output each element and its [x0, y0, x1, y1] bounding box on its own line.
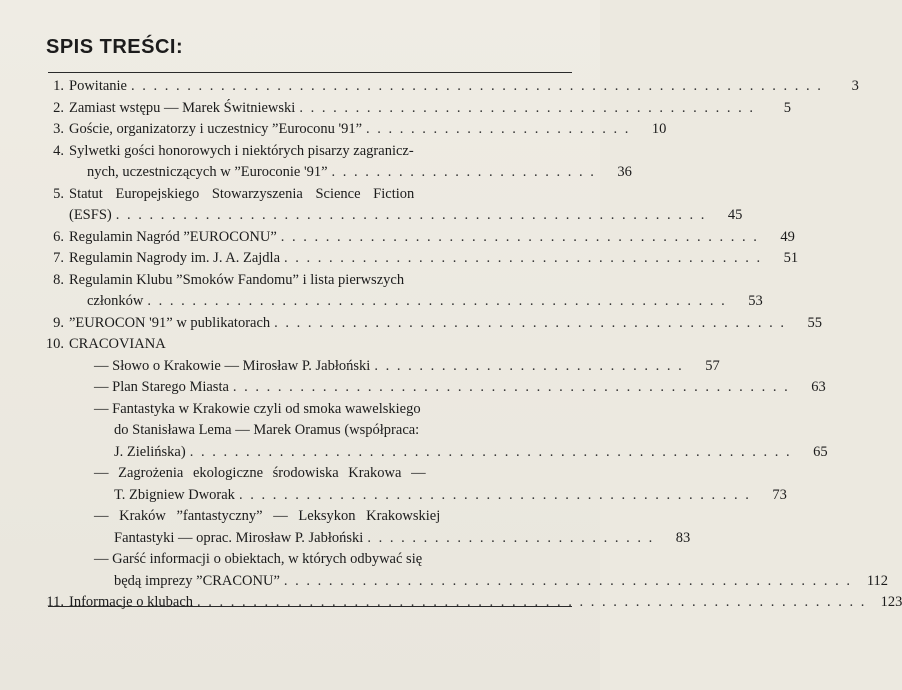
leader-dots: . . . . . . . . . . . . . . . . . . . . . . . . . . . . . . . . . . . . . . . . . . . . . . . . . . . . . [115, 207, 707, 223]
toc-entry-3[interactable] [46, 119, 667, 141]
entry-number: 11. [46, 594, 64, 610]
subentry-title: — Zagrożenia ekologiczne środowiska Krakowa — [94, 465, 426, 481]
leader-dots: . . . . . . . . . . . . . . . . . . . . . . . . . . [367, 529, 655, 546]
leader-dots: . . . . . . . . . . . . . . . . . . . . . . . . . . . . . . . . . . . . . . . . . . . . . . . . . . . . [147, 293, 727, 309]
entry-number: 10. [45, 336, 64, 352]
entry-title: ”EUROCON '91” w publikatorach [69, 314, 271, 331]
subentry-title-cont: T. Zbigniew Dworak [114, 486, 235, 503]
entry-number: 6. [53, 228, 64, 245]
entry-title: CRACOVIANA [69, 336, 166, 352]
table-of-contents [45, 76, 902, 614]
entry-number: 2. [53, 99, 64, 116]
toc-entry-9[interactable] [46, 313, 823, 335]
leader-dots: . . . . . . . . . . . . . . . . . . . . . . . . . . . . [374, 357, 684, 374]
subentry-title: — Plan Starego Miasta [94, 379, 229, 395]
entry-number: 3. [53, 121, 64, 137]
subentry-page: 65 [813, 443, 828, 460]
entry-title: Sylwetki gości honorowych i niektórych pisarzy zagranicz- [69, 142, 414, 159]
entry-title-cont: nych, uczestniczących w ”Euroconie '91” [87, 164, 328, 180]
subentry-title: — Fantastyka w Krakowie czyli od smoka wawelskiego [94, 400, 421, 417]
entry-title: Informacje o klubach [69, 594, 194, 610]
subentry-page: 112 [866, 572, 889, 589]
toc-entry-5[interactable] [46, 184, 743, 227]
entry-page: 10 [651, 121, 667, 137]
leader-dots: . . . . . . . . . . . . . . . . . . . . . . . . . . . . . . . . . . . . . . . . . . . . . . [238, 486, 751, 503]
entry-number: 5. [53, 185, 64, 202]
entry-page: 49 [780, 228, 795, 245]
cracoviana-entry-2[interactable] [46, 377, 826, 399]
leader-dots: . . . . . . . . . . . . . . . . . . . . . . . . . . . . . . . . . . . . . . . . . . . . . . . . . . . . . . [189, 443, 792, 460]
entry-title: Statut Europejskiego Stowarzyszenia Science Fiction [69, 185, 415, 202]
toc-entry-7[interactable] [46, 248, 799, 270]
leader-dots: . . . . . . . . . . . . . . . . . . . . . . . . . . . . . . . . . . . . . . . . . . . . . . . . . . . . . . . . . . . . [197, 594, 867, 610]
subentry-page: 73 [772, 486, 787, 503]
subentry-title-cont: J. Zielińska) [114, 443, 186, 460]
entry-number: 8. [53, 271, 64, 288]
leader-dots: . . . . . . . . . . . . . . . . . . . . . . . . . . . . . . . . . . . . . . . . . . . . . . . . . . [232, 379, 790, 395]
subentry-page: 83 [675, 529, 691, 546]
subentry-page: 63 [811, 379, 826, 395]
toc-entry-6[interactable] [46, 227, 795, 249]
subentry-title: — Garść informacji o obiektach, w których odbywać się [94, 551, 423, 567]
entry-title-cont: (ESFS) [69, 207, 112, 223]
cracoviana-entry-4[interactable] [46, 463, 787, 506]
bottom-rule [48, 606, 572, 607]
subentry-page: 57 [705, 357, 720, 374]
subentry-title-cont: Fantastyki — oprac. Mirosław P. Jabłoński [114, 529, 364, 546]
leader-dots: . . . . . . . . . . . . . . . . . . . . . . . . . . . . . . . . . . . . . . . . . . . [284, 250, 763, 266]
cracoviana-entry-1[interactable] [46, 356, 720, 378]
entry-page: 45 [727, 207, 743, 223]
entry-title-cont: członków [87, 293, 144, 309]
toc-entry-10[interactable] [46, 334, 570, 356]
entry-page: 5 [783, 99, 791, 116]
entry-number: 1. [53, 78, 64, 94]
leader-dots: . . . . . . . . . . . . . . . . . . . . . . . . [366, 121, 631, 137]
toc-entry-2[interactable] [46, 98, 791, 120]
leader-dots: . . . . . . . . . . . . . . . . . . . . . . . . . . . . . . . . . . . . . . . . . . . [280, 228, 759, 245]
leader-dots: . . . . . . . . . . . . . . . . . . . . . . . . . . . . . . . . . . . . . . . . . [299, 99, 755, 116]
entry-title: Zamiast wstępu — Marek Świtniewski [69, 99, 296, 116]
leader-dots: . . . . . . . . . . . . . . . . . . . . . . . . . . . . . . . . . . . . . . . . . . . . . . . . . . . [283, 572, 853, 589]
entry-title: Regulamin Nagrody im. J. A. Zajdla [69, 250, 281, 266]
entry-number: 7. [53, 250, 64, 266]
entry-title: Regulamin Klubu ”Smoków Fandomu” i lista pierwszych [69, 271, 405, 288]
toc-entry-1[interactable] [46, 76, 859, 98]
leader-dots: . . . . . . . . . . . . . . . . . . . . . . . . [331, 164, 596, 180]
entry-number: 9. [53, 314, 64, 331]
entry-page: 3 [851, 78, 859, 94]
subentry-title: — Słowo o Krakowie — Mirosław P. Jabłoński [94, 357, 371, 374]
toc-entry-8[interactable] [46, 270, 763, 313]
entry-page: 55 [807, 314, 823, 331]
toc-entry-11[interactable] [46, 592, 902, 614]
subentry-title-cont: będą imprezy ”CRACONU” [114, 572, 280, 589]
cracoviana-entry-3[interactable] [46, 399, 828, 464]
entry-page: 53 [748, 293, 763, 309]
cracoviana-entry-6[interactable] [46, 549, 889, 592]
leader-dots: . . . . . . . . . . . . . . . . . . . . . . . . . . . . . . . . . . . . . . . . . . . . . . . . . . . . . . . . . . . . . . [131, 78, 823, 94]
toc-entry-4[interactable] [46, 141, 632, 184]
entry-page: 36 [617, 164, 632, 180]
cracoviana-entry-5[interactable] [46, 506, 691, 549]
entry-title: Goście, organizatorzy i uczestnicy ”Euroconu '91” [69, 121, 363, 137]
subentry-title-cont: do Stanisława Lema — Marek Oramus (współpraca: [114, 422, 420, 438]
entry-number: 4. [53, 142, 64, 159]
entry-page: 51 [783, 250, 799, 266]
top-rule [48, 72, 572, 73]
subentry-title: — Kraków ”fantastyczny” — Leksykon Krakowskiej [94, 508, 441, 524]
entry-page: 123 [880, 594, 902, 610]
entry-title: Powitanie [69, 78, 127, 94]
page-title: SPIS TREŚCI: [46, 36, 184, 58]
entry-title: Regulamin Nagród ”EUROCONU” [69, 228, 277, 245]
leader-dots: . . . . . . . . . . . . . . . . . . . . . . . . . . . . . . . . . . . . . . . . . . . . . . [274, 314, 787, 331]
